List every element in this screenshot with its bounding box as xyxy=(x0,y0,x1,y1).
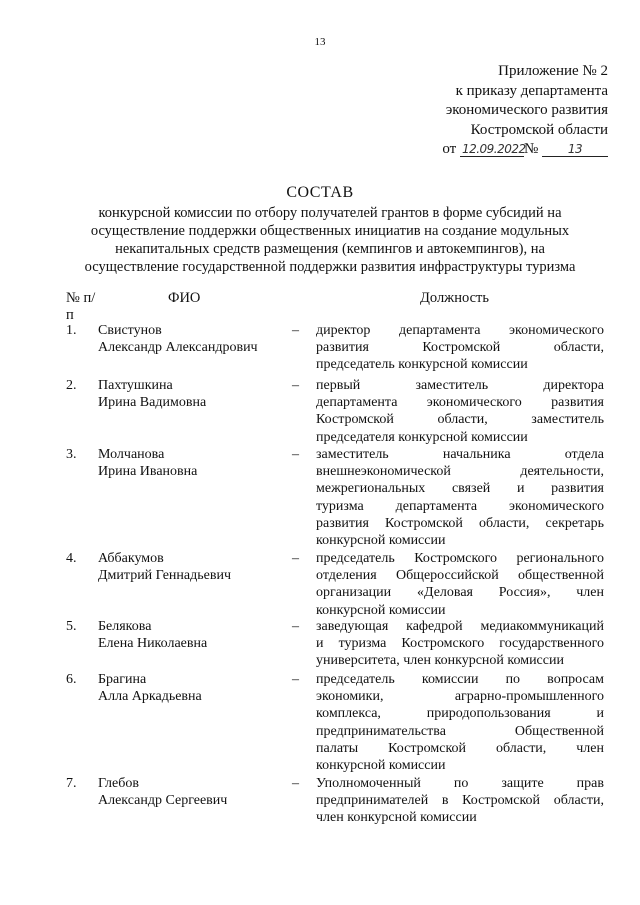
document-title: СОСТАВ xyxy=(286,184,354,201)
member-surname: Свистунов xyxy=(98,323,162,338)
row-dash: – xyxy=(292,378,299,393)
member-name xyxy=(98,322,288,356)
position-line: член конкурсной комиссии xyxy=(316,810,477,826)
from-label: от xyxy=(442,141,457,157)
subtitle-line: осуществление государственной поддержки развития инфраструктуры туризма xyxy=(84,259,576,275)
position-line: межрегиональных связей и развития xyxy=(316,481,604,497)
member-given-names: Алла Аркадьевна xyxy=(98,689,202,705)
position-line: университета, член конкурсной комиссии xyxy=(316,653,564,669)
position-line: заведующая кафедрой медиакоммуникаций xyxy=(316,619,604,634)
member-surname: Аббакумов xyxy=(98,551,164,566)
position-line: развития Костромской области, xyxy=(316,340,604,356)
member-position xyxy=(316,671,604,774)
annex-line-1: Приложение № 2 xyxy=(498,63,608,79)
position-line: палаты Костромской области, член xyxy=(316,740,604,756)
position-line: председатель комиссии по вопросам xyxy=(316,672,604,687)
position-line: организации «Деловая Россия», член xyxy=(316,585,604,601)
row-number: 2. xyxy=(66,378,77,393)
handwritten-date: 12.09.2022 xyxy=(461,142,526,156)
position-line: предпринимательства Общественной xyxy=(316,723,604,739)
member-given-names: Дмитрий Геннадьевич xyxy=(98,568,231,584)
row-dash: – xyxy=(292,323,299,338)
handwritten-number: 13 xyxy=(542,142,608,157)
annex-block xyxy=(308,62,608,160)
member-surname: Глебов xyxy=(98,776,139,791)
row-number: 3. xyxy=(66,447,77,462)
member-position xyxy=(316,446,604,549)
member-position xyxy=(316,377,604,446)
position-line: отделения Общероссийской общественной xyxy=(316,568,604,584)
row-number: 5. xyxy=(66,619,77,634)
position-line: конкурсной комиссии xyxy=(316,757,446,773)
member-position xyxy=(316,550,604,619)
position-line: департамента экономического развития xyxy=(316,395,604,411)
header-position: Должность xyxy=(420,290,489,306)
member-name xyxy=(98,671,288,705)
subtitle-line: конкурсной комиссии по отбору получателей грантов в форме субсидий на xyxy=(98,205,562,221)
row-number: 6. xyxy=(66,672,77,687)
member-given-names: Елена Николаевна xyxy=(98,636,208,652)
member-name xyxy=(98,446,288,480)
member-name xyxy=(98,618,288,652)
position-line: и туризма Костромского государственного xyxy=(316,636,604,652)
subtitle-line: некапитальных средств размещения (кемпингов и автокемпингов), на xyxy=(115,241,545,257)
member-name xyxy=(98,550,288,584)
position-line: комплекса, природопользования и xyxy=(316,706,604,722)
position-line: конкурсной комиссии xyxy=(316,532,446,548)
position-line: экономики, аграрно-промышленного xyxy=(316,689,604,705)
position-line: заместитель начальника отдела xyxy=(316,447,604,462)
position-line: туризма департамента экономического xyxy=(316,498,604,514)
document-subtitle xyxy=(60,204,600,276)
annex-line-3: экономического развития xyxy=(445,102,608,118)
member-surname: Брагина xyxy=(98,672,147,687)
member-surname: Пахтушкина xyxy=(98,378,173,393)
row-number: 7. xyxy=(66,776,77,791)
row-number: 4. xyxy=(66,551,77,566)
position-line: конкурсной комиссии xyxy=(316,602,446,618)
number-label: № xyxy=(523,141,539,157)
row-number: 1. xyxy=(66,323,77,338)
member-given-names: Ирина Ивановна xyxy=(98,464,198,480)
position-line: первый заместитель директора xyxy=(316,378,604,393)
member-name xyxy=(98,775,288,809)
member-given-names: Ирина Вадимовна xyxy=(98,395,207,411)
member-position xyxy=(316,775,604,827)
position-line: директор департамента экономического xyxy=(316,323,604,338)
position-line: председателя конкурсной комиссии xyxy=(316,429,528,445)
position-line: Костромской области, заместитель xyxy=(316,412,604,428)
subtitle-line: осуществление поддержки общественных инициатив на создание модульных xyxy=(90,223,570,239)
header-fio: ФИО xyxy=(168,290,201,306)
row-dash: – xyxy=(292,447,299,462)
page-number: 13 xyxy=(314,36,326,48)
annex-line-4: Костромской области xyxy=(470,121,608,138)
position-line: развития Костромской области, секретарь xyxy=(316,515,604,531)
position-line: Уполномоченный по защите прав xyxy=(316,776,604,791)
member-given-names: Александр Сергеевич xyxy=(98,793,228,809)
member-given-names: Александр Александрович xyxy=(98,340,258,356)
position-line: председатель конкурсной комиссии xyxy=(316,357,528,373)
member-surname: Молчанова xyxy=(98,447,165,462)
position-line: председатель Костромского регионального xyxy=(316,551,604,566)
member-position xyxy=(316,322,604,374)
row-dash: – xyxy=(292,672,299,687)
position-line: внешнеэкономической деятельности, xyxy=(316,464,604,480)
member-position xyxy=(316,618,604,670)
row-dash: – xyxy=(292,776,299,791)
member-name xyxy=(98,377,288,411)
member-surname: Белякова xyxy=(98,619,152,634)
position-line: предпринимателей в Костромской области, xyxy=(316,793,604,809)
row-dash: – xyxy=(292,551,299,566)
row-dash: – xyxy=(292,619,299,634)
annex-line-2: к приказу департамента xyxy=(455,82,608,99)
header-num: № п/п xyxy=(66,290,96,323)
annex-date-number-row xyxy=(308,140,608,160)
